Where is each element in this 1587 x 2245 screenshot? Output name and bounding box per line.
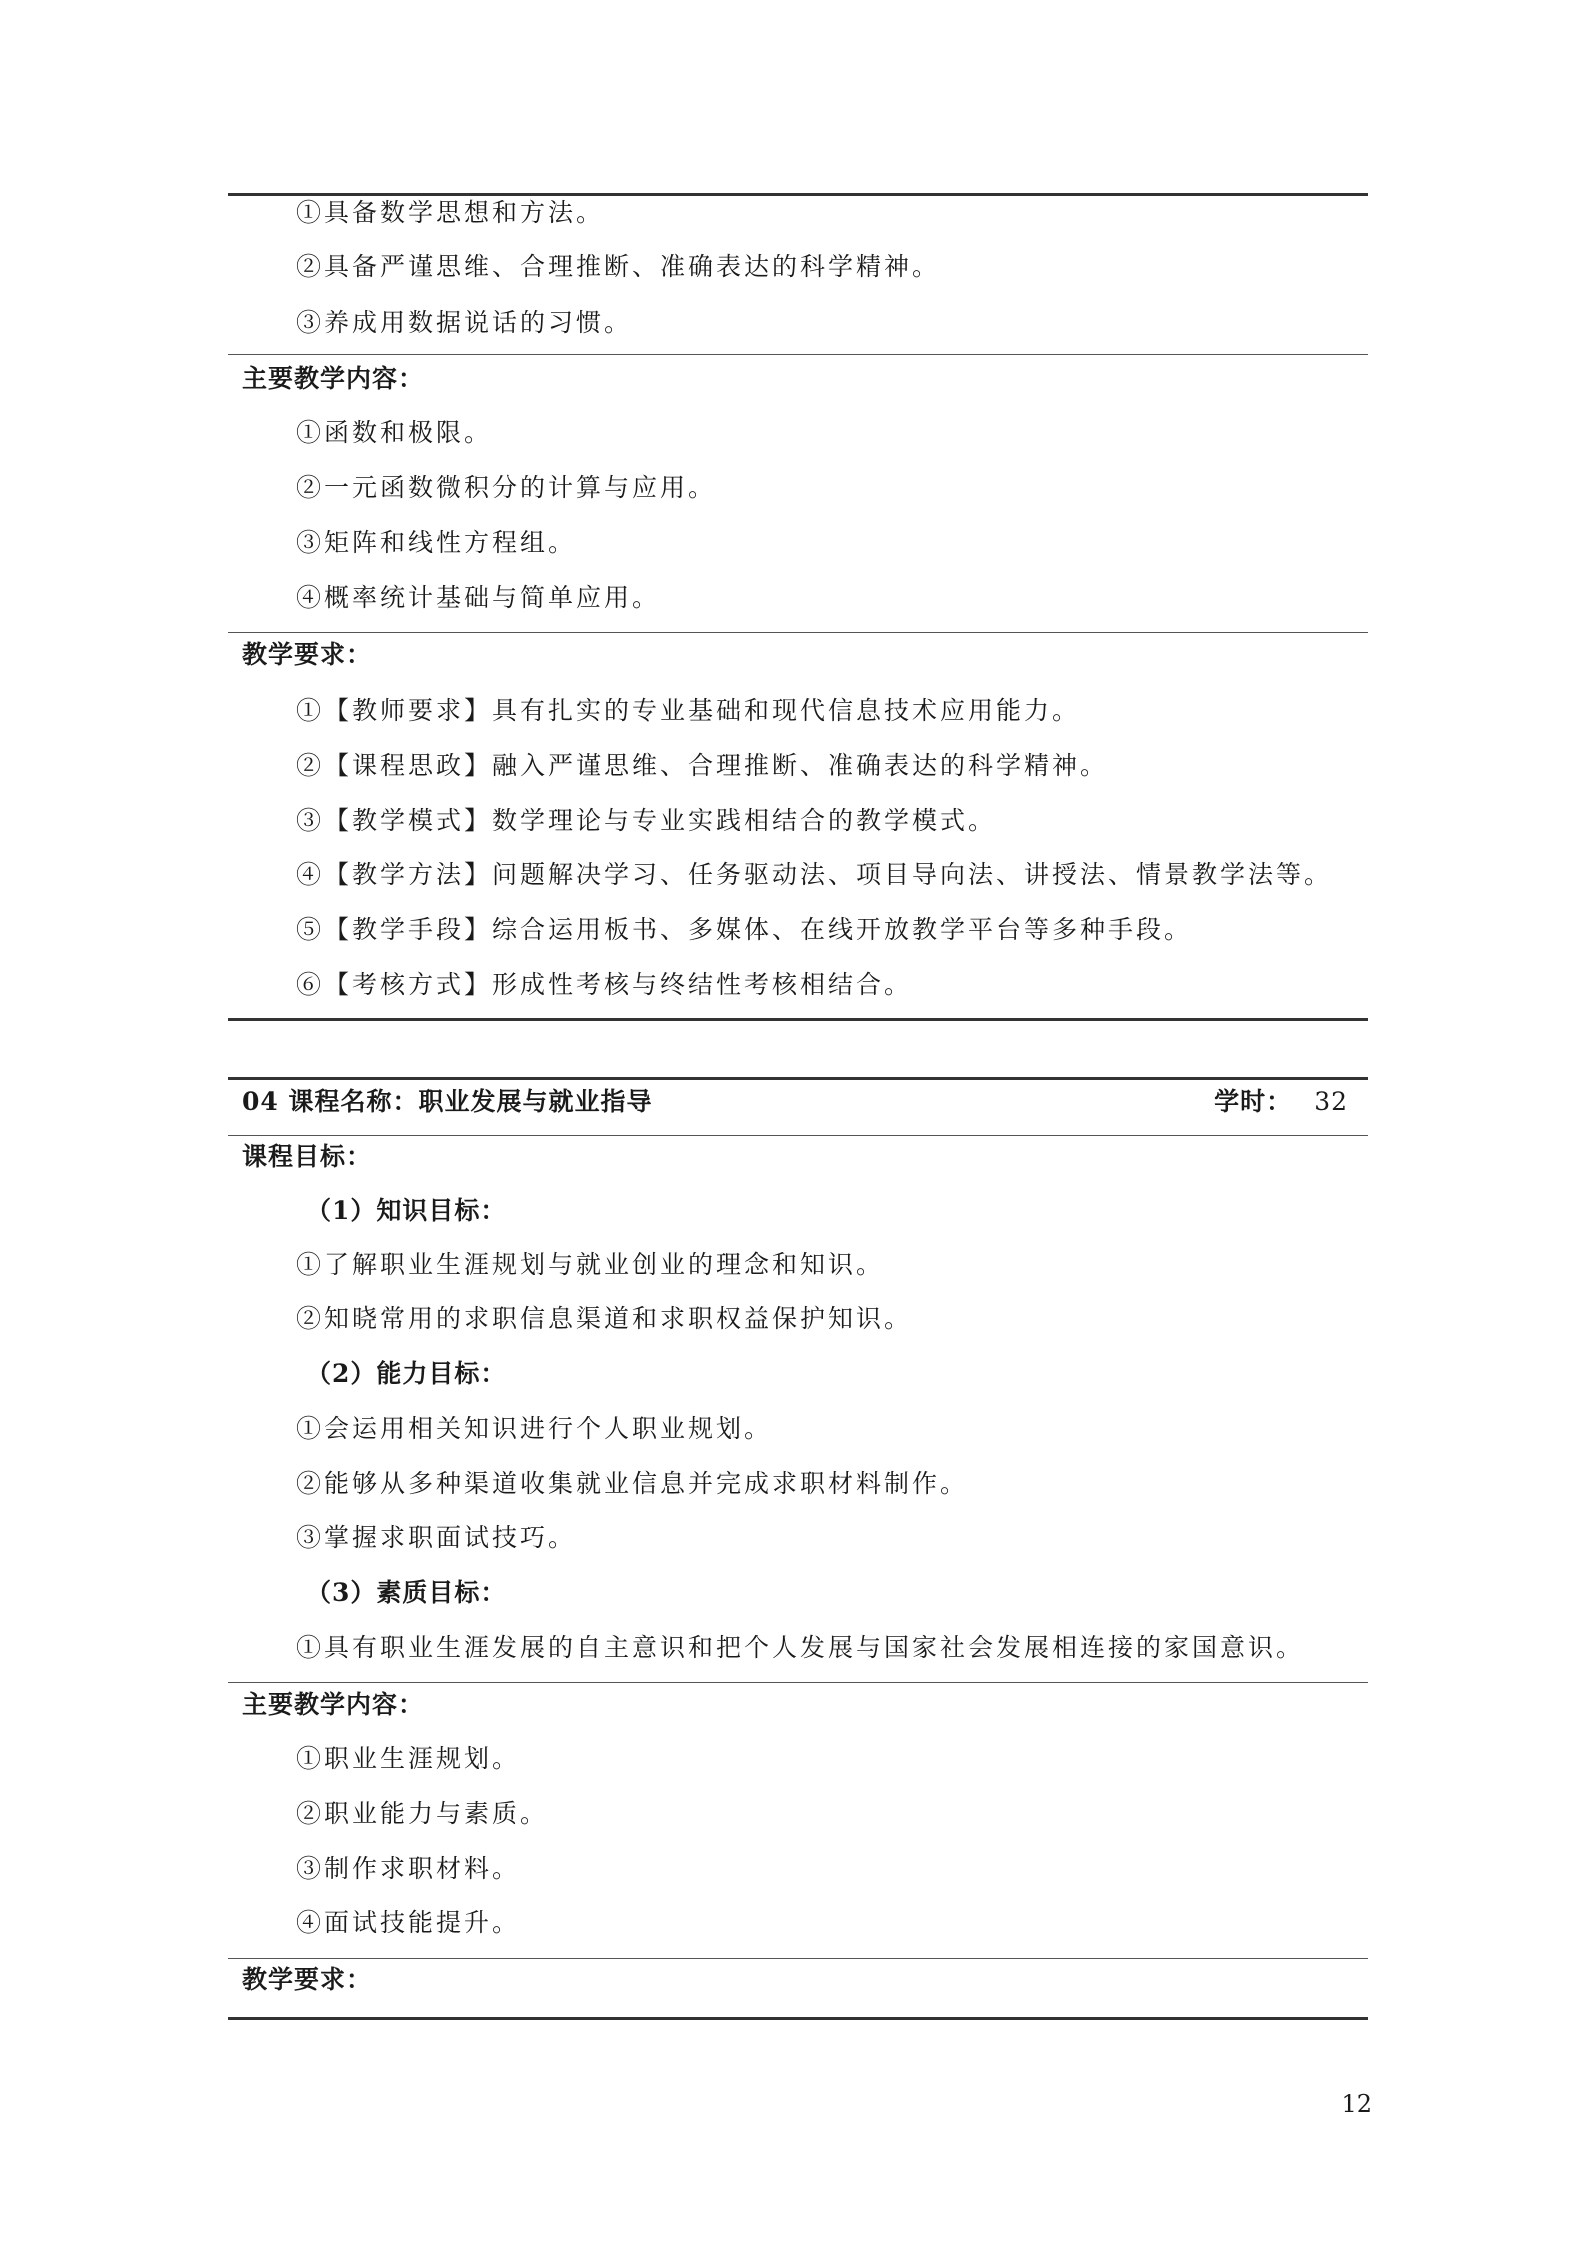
goal-item: ③养成用数据说话的习惯。 [296, 308, 633, 337]
knowledge-heading: （1）知识目标： [306, 1196, 507, 1225]
content-item: ④面试技能提升。 [296, 1908, 521, 1937]
ability-item: ③掌握求职面试技巧。 [296, 1523, 577, 1552]
content-item: ④概率统计基础与简单应用。 [296, 583, 661, 612]
quality-item: ①具有职业生涯发展的自主意识和把个人发展与国家社会发展相连接的家国意识。 [296, 1633, 1305, 1662]
ability-item: ②能够从多种渠道收集就业信息并完成求职材料制作。 [296, 1469, 969, 1498]
goal-heading: 课程目标： [242, 1142, 373, 1171]
content-item: ①函数和极限。 [296, 418, 493, 447]
knowledge-item: ②知晓常用的求职信息渠道和求职权益保护知识。 [296, 1304, 913, 1333]
ability-item: ①会运用相关知识进行个人职业规划。 [296, 1414, 773, 1443]
requirement-item: ⑥【考核方式】形成性考核与终结性考核相结合。 [296, 970, 913, 999]
course-title: 04 课程名称：职业发展与就业指导 [242, 1087, 653, 1116]
hours-label: 学时： [1214, 1087, 1293, 1116]
content-item: ②一元函数微积分的计算与应用。 [296, 473, 717, 502]
requirement-item: ③【教学模式】数学理论与专业实践相结合的教学模式。 [296, 806, 997, 835]
content-item: ②职业能力与素质。 [296, 1799, 549, 1828]
quality-heading: （3）素质目标： [306, 1578, 507, 1607]
course-hours [1214, 1074, 1348, 1130]
hours-value: 32 [1314, 1087, 1348, 1116]
content-heading: 主要教学内容： [242, 364, 425, 393]
requirement-item: ②【课程思政】融入严谨思维、合理推断、准确表达的科学精神。 [296, 751, 1109, 780]
goal-item: ②具备严谨思维、合理推断、准确表达的科学精神。 [296, 252, 941, 281]
knowledge-item: ①了解职业生涯规划与就业创业的理念和知识。 [296, 1250, 885, 1279]
content-item: ③制作求职材料。 [296, 1854, 521, 1883]
requirements-heading: 教学要求： [242, 640, 373, 669]
requirements-heading: 教学要求： [242, 1965, 373, 1994]
content-item: ①职业生涯规划。 [296, 1744, 521, 1773]
requirement-item: ⑤【教学手段】综合运用板书、多媒体、在线开放教学平台等多种手段。 [296, 915, 1193, 944]
requirement-item: ①【教师要求】具有扎实的专业基础和现代信息技术应用能力。 [296, 696, 1081, 725]
requirement-item: ④【教学方法】问题解决学习、任务驱动法、项目导向法、讲授法、情景教学法等。 [296, 860, 1333, 889]
ability-heading: （2）能力目标： [306, 1359, 507, 1388]
content-item: ③矩阵和线性方程组。 [296, 528, 577, 557]
page-number: 12 [1341, 2090, 1372, 2118]
goal-item: ①具备数学思想和方法。 [296, 198, 605, 227]
content-heading: 主要教学内容： [242, 1690, 425, 1719]
